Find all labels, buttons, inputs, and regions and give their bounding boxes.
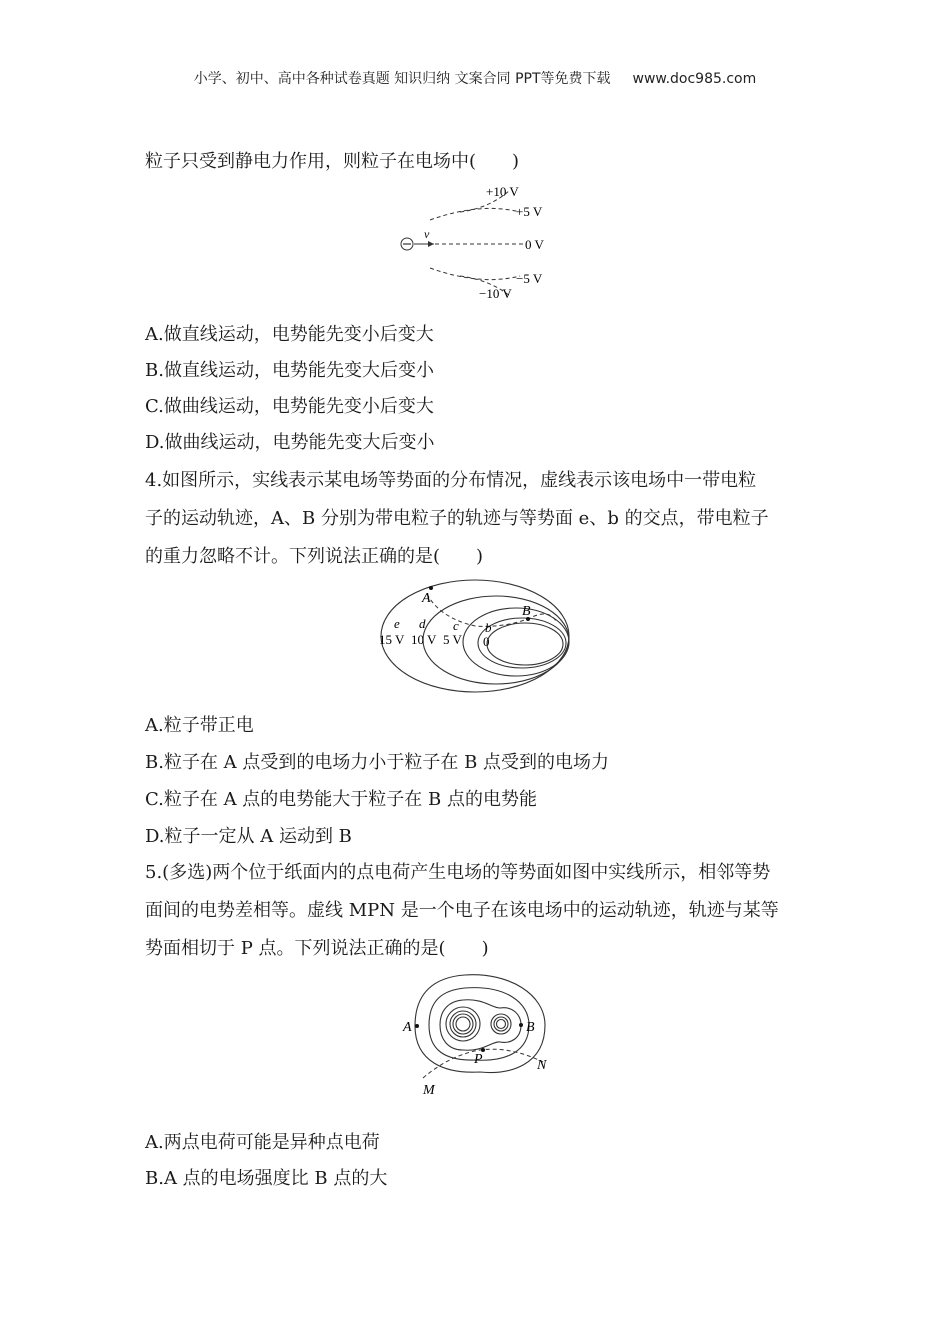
velocity-label: v: [424, 227, 430, 241]
header-text: 小学、初中、高中各种试卷真题 知识归纳 文案合同 PPT等免费下载: [193, 71, 611, 87]
label-minus10: −10 V: [479, 286, 512, 301]
point-a-dot: [429, 586, 433, 590]
header-site: www.doc985.com: [632, 71, 757, 87]
q4-solid-equipotentials: [381, 580, 569, 692]
label-plus10: +10 V: [486, 184, 519, 199]
potential-5v: 5 V: [443, 632, 462, 647]
q5-equipotential-figure: [395, 970, 560, 1100]
label-zero: 0 V: [525, 237, 544, 252]
q3-equipotential-figure: [390, 180, 570, 305]
q4-option-b: B.粒子在 A 点受到的电场力小于粒子在 B 点受到的电场力: [145, 752, 610, 773]
page-header: [0, 68, 950, 88]
surface-e-label: e: [394, 616, 400, 631]
point-b-label: B: [522, 604, 531, 619]
point-a-dot: [415, 1024, 419, 1028]
surface-c-label: c: [453, 618, 459, 633]
potential-15v: 15 V: [379, 632, 405, 647]
potential-10v: 10 V: [411, 632, 437, 647]
velocity-arrowhead-icon: [428, 241, 434, 247]
q4-option-c: C.粒子在 A 点的电势能大于粒子在 B 点的电势能: [145, 789, 537, 810]
q5-stem-line-2: 面间的电势差相等。虚线 MPN 是一个电子在该电场中的运动轨迹，轨迹与某等: [145, 900, 779, 921]
point-p-label: P: [474, 1052, 483, 1067]
q5-option-b: B.A 点的电场强度比 B 点的大: [145, 1168, 388, 1189]
point-a-label: A: [403, 1020, 412, 1035]
q3-dashed-equipotentials: [430, 190, 525, 296]
q3-option-b: B.做直线运动，电势能先变大后变小: [145, 360, 434, 381]
point-b-dot: [519, 1023, 523, 1027]
q4-option-a: A.粒子带正电: [145, 715, 254, 736]
potential-0: 0: [483, 634, 490, 649]
label-plus5: +5 V: [516, 204, 543, 219]
point-n-label: N: [537, 1058, 547, 1073]
q3-option-c: C.做曲线运动，电势能先变小后变大: [145, 396, 434, 417]
q5-option-a: A.两点电荷可能是异种点电荷: [145, 1132, 380, 1153]
q3-stem: 粒子只受到静电力作用，则粒子在电场中( ): [145, 151, 520, 172]
q4-stem-line-2: 子的运动轨迹，A、B 分别为带电粒子的轨迹与等势面 e、b 的交点，带电粒子: [145, 508, 769, 529]
q3-option-a: A.做直线运动，电势能先变小后变大: [145, 324, 434, 345]
q4-option-d: D.粒子一定从 A 运动到 B: [145, 826, 352, 847]
surface-d-label: d: [419, 616, 426, 631]
q5-stem-line-1: 5.(多选)两个位于纸面内的点电荷产生电场的等势面如图中实线所示，相邻等势: [145, 862, 771, 883]
q4-equipotential-figure: [375, 578, 575, 696]
point-b-label: B: [526, 1020, 535, 1035]
q3-option-d: D.做曲线运动，电势能先变大后变小: [145, 432, 435, 453]
point-a-label: A: [422, 591, 431, 606]
q4-particle-trajectory: [427, 594, 557, 626]
label-minus5: −5 V: [516, 271, 543, 286]
q5-stem-line-3: 势面相切于 P 点。下列说法正确的是( ): [145, 938, 489, 959]
q4-stem-line-3: 的重力忽略不计。下列说法正确的是( ): [145, 546, 484, 567]
surface-b-label: b: [485, 620, 492, 635]
q4-stem-line-1: 4.如图所示，实线表示某电场等势面的分布情况，虚线表示该电场中一带电粒: [145, 470, 757, 491]
point-m-label: M: [423, 1083, 435, 1098]
